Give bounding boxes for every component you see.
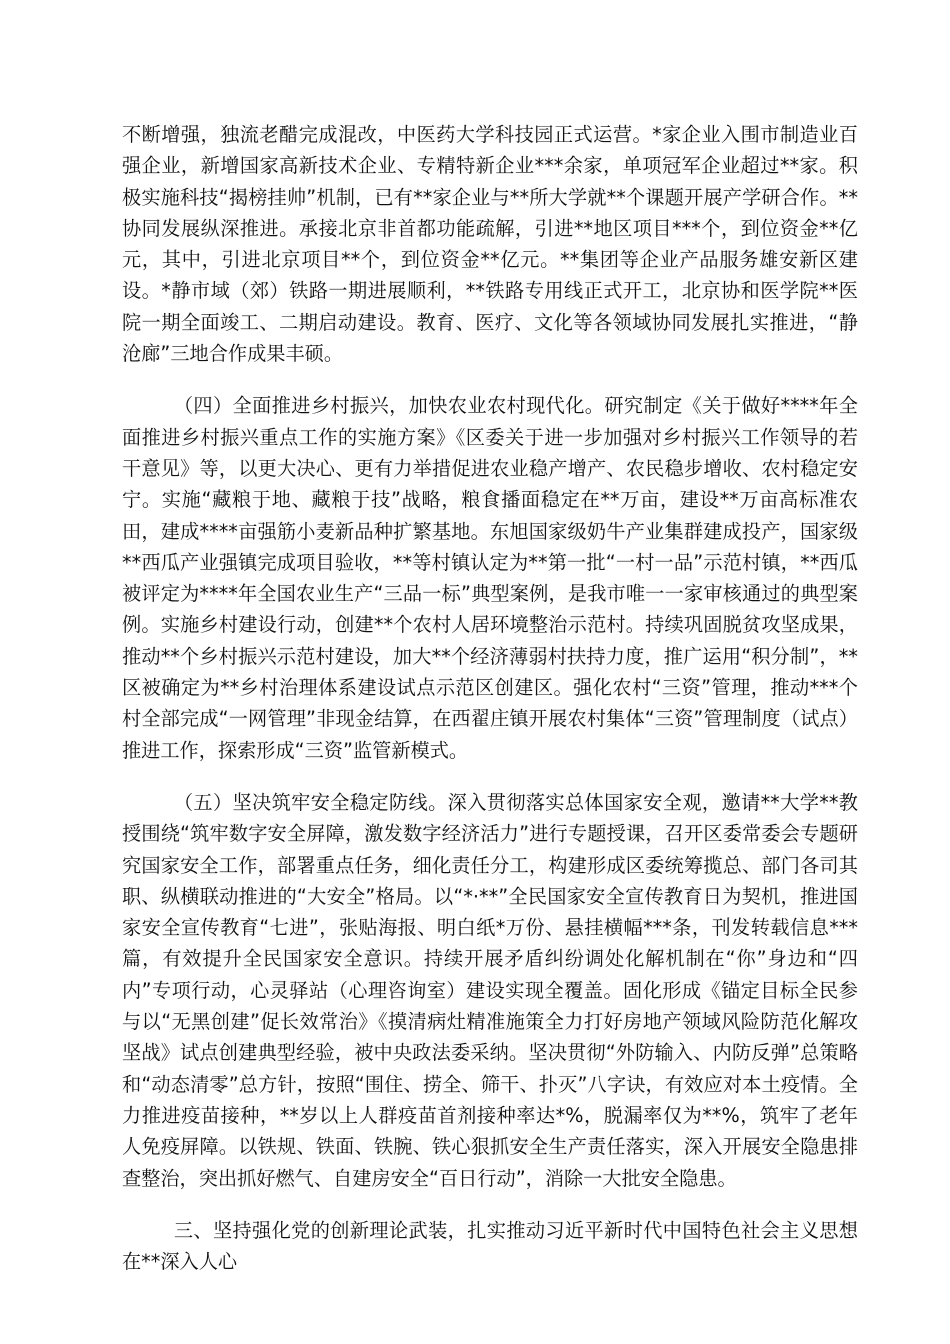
- paragraph-rural-revitalization: （四）全面推进乡村振兴，加快农业农村现代化。研究制定《关于做好****年全面推进乡村振兴重点工作的实施方案》《区委关于进一步加强对乡村振兴工作领导的若干意见》等，以更大决心、更有力举措促进农业稳产增产、农民稳步增收、农村稳定安宁。实施“藏粮于地、藏粮于技”战略，粮食播面稳定在**万亩，建设**万亩高标准农田，建成****亩强筋小麦新品种扩繁基地。东旭国家级奶牛产业集群建成投产，国家级**西瓜产业强镇完成项目验收，**等村镇认定为**第一批“一村一品”示范村镇，**西瓜被评定为****年全国农业生产“三品一标”典型案例，是我市唯一一家审核通过的典型案例。实施乡村建设行动，创建**个农村人居环境整治示范村。持续巩固脱贫攻坚成果，推动**个乡村振兴示范村建设，加大**个经济薄弱村扶持力度，推广运用“积分制”，**区被确定为**乡村治理体系建设试点示范区创建区。强化农村“三资”管理，推动***个村全部完成“一网管理”非现金结算，在西翟庄镇开展农村集体“三资”管理制度（试点）推进工作，探索形成“三资”监管新模式。: [122, 394, 858, 762]
- paragraph-security-stability: （五）坚决筑牢安全稳定防线。深入贯彻落实总体国家安全观，邀请**大学**教授围绕“筑牢数字安全屏障，激发数字经济活力”进行专题授课，召开区委常委会专题研究国家安全工作，部署重点任务，细化责任分工，构建形成区委统筹揽总、部门各司其职、纵横联动推进的“大安全”格局。以“*·**”全民国家安全宣传教育日为契机，推进国家安全宣传教育“七进”，张贴海报、明白纸*万份、悬挂横幅***条，刊发转载信息***篇，有效提升全民国家安全意识。持续开展矛盾纠纷调处化解机制在“你”身边和“四内”专项行动，心灵驿站（心理咨询室）建设实现全覆盖。固化形成《锚定目标全民参与以“无黑创建”促长效常治》《摸清病灶精准施策全力打好房地产领域风险防范化解攻坚战》试点创建典型经验，被中央政法委采纳。坚决贯彻“外防输入、内防反弹”总策略和“动态清零”总方针，按照“围住、捞全、筛干、扑灭”八字诀，有效应对本土疫情。全力推进疫苗接种，**岁以上人群疫苗首剂接种率达*%，脱漏率仅为**%，筑牢了老年人免疫屏障。以铁规、铁面、铁腕、铁心狠抓安全生产责任落实，深入开展安全隐患排查整治，突出抓好燃气、自建房安全“百日行动”，消除一大批安全隐患。: [122, 790, 858, 1190]
- document-body: [122, 119, 858, 1277]
- section-heading-three: 三、坚持强化党的创新理论武装，扎实推动习近平新时代中国特色社会主义思想在**深入人心: [122, 1218, 858, 1274]
- paragraph-innovation-coordination: 不断增强，独流老醋完成混改，中医药大学科技园正式运营。*家企业入围市制造业百强企业，新增国家高新技术企业、专精特新企业***余家，单项冠军企业超过**家。积极实施科技“揭榜挂帅”机制，已有**家企业与**所大学就**个课题开展产学研合作。**协同发展纵深推进。承接北京非首都功能疏解，引进**地区项目***个，到位资金**亿元，其中，引进北京项目**个，到位资金**亿元。**集团等企业产品服务雄安新区建设。*静市域（郊）铁路一期进展顺利，**铁路专用线正式开工，北京协和医学院**医院一期全面竣工、二期启动建设。教育、医疗、文化等各领域协同发展扎实推进，“静沧廊”三地合作成果丰硕。: [122, 123, 858, 366]
